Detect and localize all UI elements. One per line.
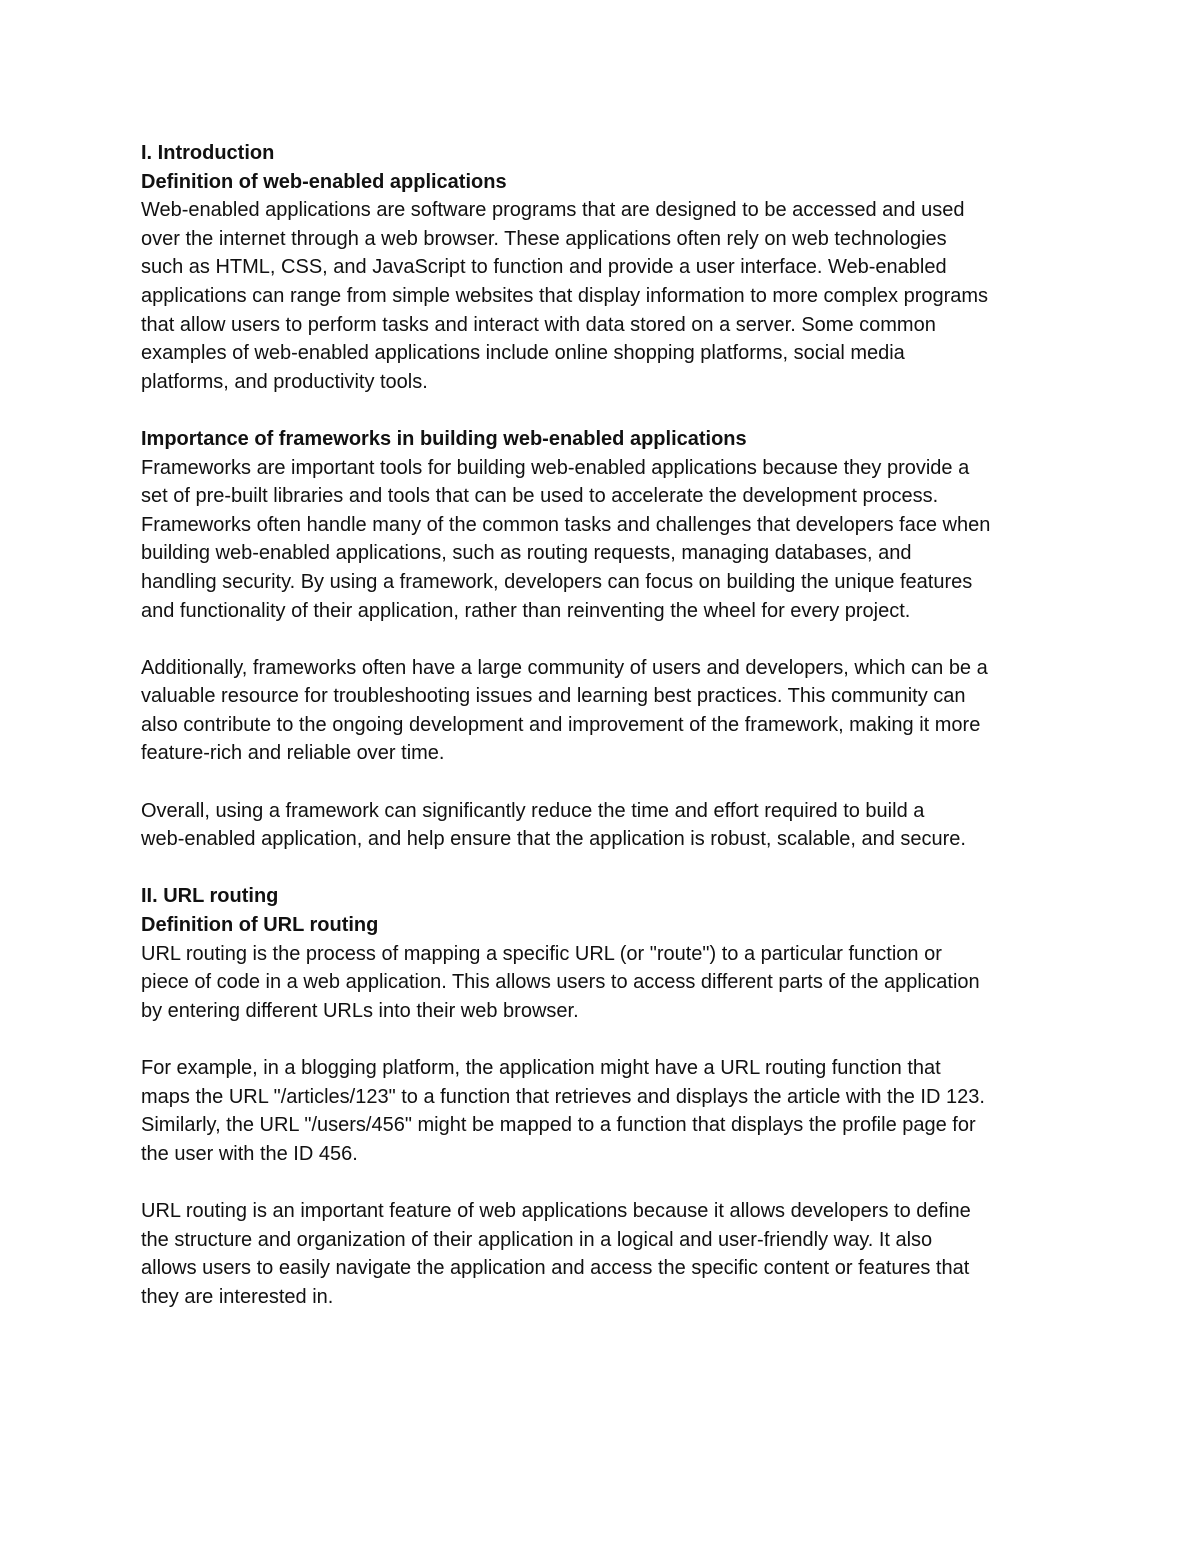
text-line: that allow users to perform tasks and interact with data stored on a server. Some common [141,313,936,336]
text-line: and functionality of their application, rather than reinventing the wheel for every project. [141,599,911,622]
text-line: by entering different URLs into their web browser. [141,999,579,1022]
text-line: URL routing is the process of mapping a specific URL (or "route") to a particular function or [141,942,942,965]
text-line: Similarly, the URL "/users/456" might be mapped to a function that displays the profile page for [141,1114,976,1137]
paragraph-routing-example [141,1054,1081,1168]
text-line: platforms, and productivity tools. [141,370,428,393]
subheading-definition-url-routing: Definition of URL routing [141,914,379,937]
paragraph-community [141,654,1081,768]
paragraph-spacer [141,396,1081,425]
subheading-importance-frameworks: Importance of frameworks in building web-enabled applications [141,427,747,450]
text-line: Frameworks often handle many of the common tasks and challenges that developers face when [141,513,991,536]
text-line: URL routing is an important feature of web applications because it allows developers to define [141,1199,971,1222]
section-heading-url-routing: II. URL routing [141,885,279,908]
paragraph-spacer [141,1168,1081,1197]
text-line: allows users to easily navigate the application and access the specific content or features that [141,1257,970,1280]
text-line: examples of web-enabled applications include online shopping platforms, social media [141,342,905,365]
section-heading-introduction: I. Introduction [141,142,275,164]
paragraph-spacer [141,854,1081,883]
paragraph-importance-frameworks [141,454,1081,626]
text-line: piece of code in a web application. This allows users to access different parts of the application [141,971,980,994]
text-line: Frameworks are important tools for building web-enabled applications because they provide a [141,456,970,479]
text-line: feature-rich and reliable over time. [141,742,445,765]
text-line: the structure and organization of their application in a logical and user-friendly way. It also [141,1228,933,1251]
subheading-definition-web-enabled: Definition of web-enabled applications [141,170,507,193]
text-line: also contribute to the ongoing development and improvement of the framework, making it more [141,713,981,736]
text-line: Web-enabled applications are software programs that are designed to be accessed and used [141,199,965,222]
text-line: web-enabled application, and help ensure that the application is robust, scalable, and secure. [141,828,966,851]
text-line: over the internet through a web browser. These applications often rely on web technologies [141,227,947,250]
text-line: handling security. By using a framework, developers can focus on building the unique features [141,570,973,593]
paragraph-spacer [141,625,1081,654]
paragraph-spacer [141,1025,1081,1054]
paragraph-routing-importance [141,1197,1081,1311]
text-line: the user with the ID 456. [141,1142,358,1165]
text-line: set of pre-built libraries and tools that can be used to accelerate the development process. [141,485,939,508]
text-line: Additionally, frameworks often have a large community of users and developers, which can be a [141,656,988,679]
text-line: maps the URL "/articles/123" to a function that retrieves and displays the article with the ID 123. [141,1085,985,1108]
text-line: such as HTML, CSS, and JavaScript to function and provide a user interface. Web-enabled [141,256,947,279]
text-line: Overall, using a framework can significantly reduce the time and effort required to build a [141,799,925,822]
text-line: they are interested in. [141,1285,334,1308]
paragraph-definition-url-routing [141,940,1081,1026]
text-line: applications can range from simple websites that display information to more complex programs [141,284,989,307]
text-line: building web-enabled applications, such as routing requests, managing databases, and [141,542,912,565]
text-line: valuable resource for troubleshooting issues and learning best practices. This community can [141,685,966,708]
text-line: For example, in a blogging platform, the application might have a URL routing function that [141,1057,941,1079]
paragraph-spacer [141,768,1081,797]
paragraph-definition-web-enabled [141,196,1081,396]
paragraph-overall [141,797,1081,854]
document-body [141,139,1081,1311]
